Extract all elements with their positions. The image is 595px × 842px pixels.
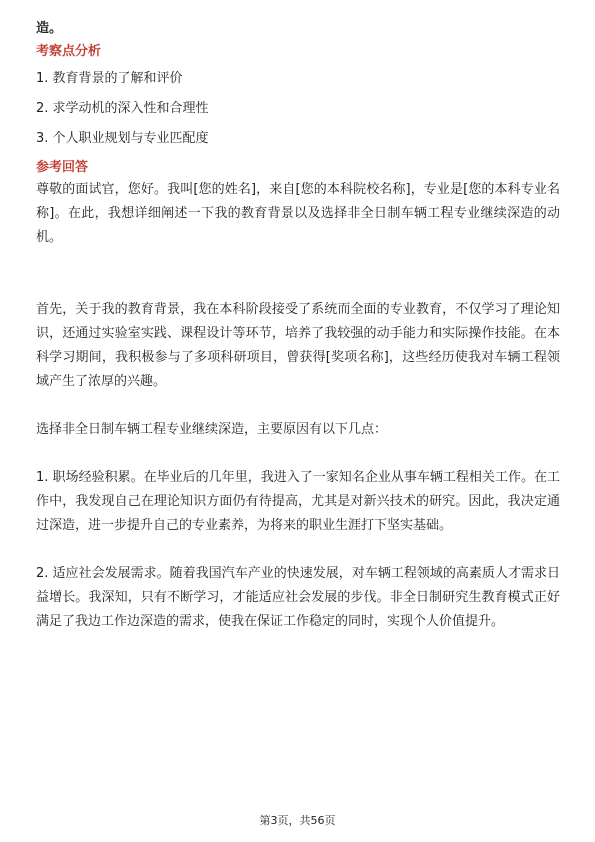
document-page xyxy=(36,18,560,634)
paragraph-education: 首先，关于我的教育背景，我在本科阶段接受了系统而全面的专业教育，不仅学习了理论知识，还通过实验室实践、课程设计等环节，培养了我较强的动手能力和实际操作技能。在本科学习期间，我积极参与了多项科研项目，曾获得[奖项名称]，这些经历使我对车辆工程领域产生了浓厚的兴趣。 xyxy=(36,302,560,389)
lead-line: 造。 xyxy=(36,21,63,36)
list-item: 2. 求学动机的深入性和合理性 xyxy=(36,101,209,116)
paragraph-reasons-intro: 选择非全日制车辆工程专业继续深造，主要原因有以下几点： xyxy=(36,422,388,437)
paragraph-reason-2: 2. 适应社会发展需求。随着我国汽车产业的快速发展，对车辆工程领域的高素质人才需求日益增长。我深知，只有不断学习，才能适应社会发展的步伐。非全日制研究生教育模式正好满足了我边工作边深造的需求，使我在保证工作稳定的同时，实现个人价值提升。 xyxy=(36,566,560,629)
paragraph-reason-1: 1. 职场经验积累。在毕业后的几年里，我进入了一家知名企业从事车辆工程相关工作。在工作中，我发现自己在理论知识方面仍有待提高，尤其是对新兴技术的研究。因此，我决定通过深造，进一步提升自己的专业素养，为将来的职业生涯打下坚实基础。 xyxy=(36,470,560,533)
analysis-list xyxy=(36,64,560,154)
analysis-heading: 考察点分析 xyxy=(36,44,102,59)
answer-heading: 参考回答 xyxy=(36,160,89,175)
paragraph-intro: 尊敬的面试官，您好。我叫[您的姓名]，来自[您的本科院校名称]，专业是[您的本科专业名称]。在此，我想详细阐述一下我的教育背景以及选择非全日制车辆工程专业继续深造的动机。 xyxy=(36,182,560,245)
page-number: 第3页，共56页 xyxy=(259,814,336,827)
list-item: 1. 教育背景的了解和评价 xyxy=(36,71,183,86)
list-item: 3. 个人职业规划与专业匹配度 xyxy=(36,131,209,146)
